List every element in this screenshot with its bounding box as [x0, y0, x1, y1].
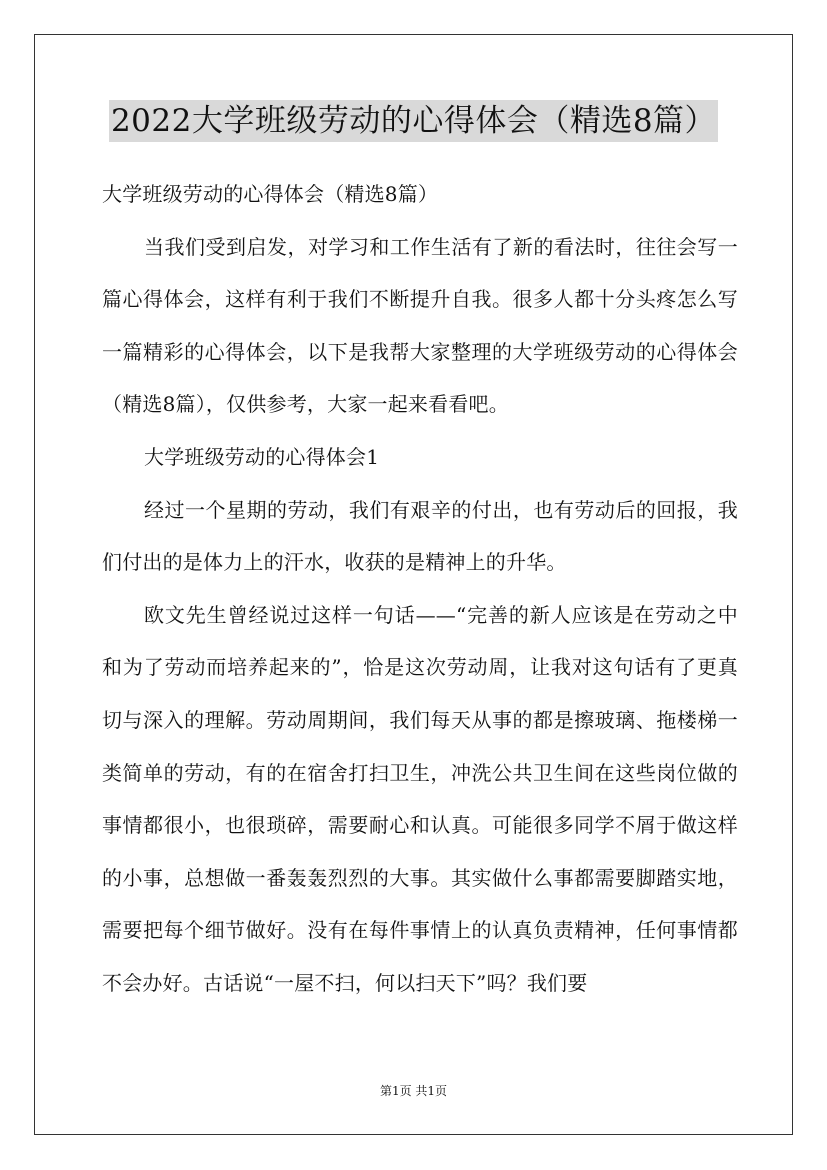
title-container: [0, 100, 827, 142]
section-heading: 大学班级劳动的心得体会1: [144, 444, 380, 469]
body-paragraph: 欧文先生曾经说过这样一句话——“完善的新人应该是在劳动之中和为了劳动而培养起来的”，恰是这次劳动周，让我对这句话有了更真切与深入的理解。劳动周期间，我们每天从事的都是擦玻璃、拖楼梯一类简单的劳动，有的在宿舍打扫卫生，冲洗公共卫生间在这些岗位做的事情都很小，也很琐碎，需要耐心和认真。可能很多同学不屑于做这样的小事，总想做一番轰轰烈烈的大事。其实做什么事都需要脚踏实地，需要把每个细节做好。没有在每件事情上的认真负责精神，任何事情都不会办好。古话说“一屋不扫，何以扫天下”吗？我们要: [102, 602, 738, 995]
intro-paragraph: 当我们受到启发，对学习和工作生活有了新的看法时，往往会写一篇心得体会，这样有利于我们不断提升自我。很多人都十分头疼怎么写一篇精彩的心得体会，以下是我帮大家整理的大学班级劳动的心得体会（精选8篇），仅供参考，大家一起来看看吧。: [102, 234, 738, 417]
document-title: 2022大学班级劳动的心得体会（精选8篇）: [109, 100, 718, 142]
page-footer: 第1页 共1页: [379, 1084, 448, 1098]
body-paragraph: 经过一个星期的劳动，我们有艰辛的付出，也有劳动后的回报，我们付出的是体力上的汗水，收获的是精神上的升华。: [102, 497, 738, 575]
document-subtitle: 大学班级劳动的心得体会（精选8篇）: [102, 182, 439, 206]
document-body: [102, 168, 738, 1010]
